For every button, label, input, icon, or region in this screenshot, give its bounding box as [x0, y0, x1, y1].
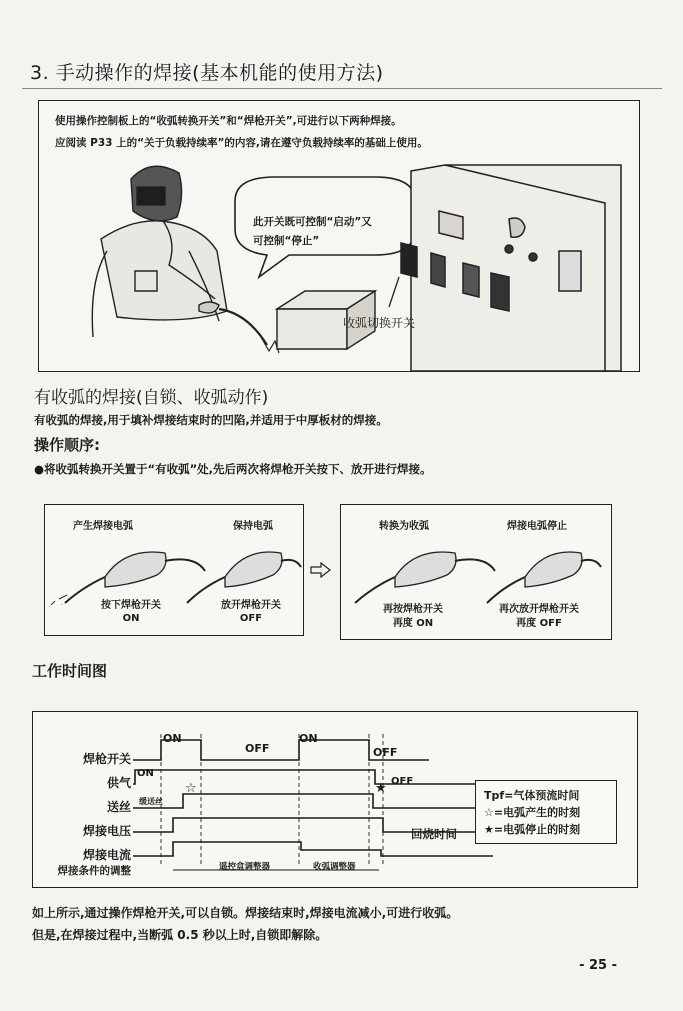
- crater-description: 有收弧的焊接,用于填补焊接结束时的凹陷,并适用于中厚板材的焊接。: [34, 413, 388, 427]
- caption-torch-rerelease: 再次放开焊枪开关 再度 OFF: [499, 604, 579, 629]
- bubble-text: [253, 213, 403, 251]
- steps-panel-left: [44, 504, 304, 636]
- timing-heading: 工作时间图: [32, 662, 108, 680]
- torch-illustration-left: [45, 531, 303, 605]
- label-gas-on: ON: [137, 768, 154, 779]
- wave-feed: [133, 794, 493, 808]
- label-torch-switch: 焊枪开关: [82, 752, 131, 766]
- timing-legend: [475, 780, 617, 844]
- header-rule: [22, 88, 662, 89]
- label-wire-feed: 送丝: [106, 800, 131, 814]
- label-gas-off: OFF: [391, 776, 414, 787]
- section-title: 3. 手动操作的焊接(基本机能的使用方法): [30, 62, 384, 84]
- label-off-1: OFF: [245, 742, 270, 755]
- page-number: - 25 -: [579, 958, 617, 973]
- switch-label: 收弧切换开关: [343, 316, 416, 330]
- footer-line-2: 但是,在焊接过程中,当断弧 0.5 秒以上时,自锁即解除。: [32, 928, 328, 942]
- caption-arc-start: 产生焊接电弧: [73, 521, 133, 532]
- footer-line-1: 如上所示,通过操作焊枪开关,可以自锁。焊接结束时,焊接电流减小,可进行收弧。: [32, 906, 459, 920]
- caption-crater-switch: 转换为收弧: [379, 521, 429, 532]
- steps-heading: 操作顺序:: [34, 436, 100, 454]
- label-weld-voltage: 焊接电压: [82, 824, 131, 838]
- torch-illustration-right: [341, 531, 611, 605]
- label-slow-feed: 缓送丝: [139, 797, 163, 806]
- intro-box: [38, 100, 640, 372]
- label-crater-adjuster: 收弧调整器: [313, 862, 356, 872]
- step-instruction: ●将收弧转换开关置于“有收弧”处,先后两次将焊枪开关按下、放开进行焊接。: [34, 462, 432, 476]
- timing-chart: [32, 711, 638, 888]
- switch-pointer: [389, 277, 399, 307]
- intro-line-2: 应阅读 P33 上的“关于负载持续率”的内容,请在遵守负载持续率的基础上使用。: [55, 137, 428, 149]
- arc-stop-star: ★: [375, 781, 387, 796]
- caption-arc-stop: 焊接电弧停止: [507, 521, 567, 532]
- label-weld-current: 焊接电流: [82, 848, 131, 862]
- wave-current: [133, 842, 493, 856]
- label-on-1: ON: [163, 732, 182, 745]
- bubble-line-1: 此开关既可控制“启动”又: [253, 216, 372, 228]
- caption-torch-release: 放开焊枪开关 OFF: [221, 600, 281, 624]
- caption-arc-hold: 保持电弧: [233, 521, 273, 532]
- label-remote-adjuster: 遥控盒调整器: [219, 862, 271, 872]
- steps-panel-right: [340, 504, 612, 640]
- label-on-2: ON: [299, 732, 318, 745]
- crater-heading: 有收弧的焊接(自锁、收弧动作): [34, 388, 269, 408]
- legend-arc-start: ☆=电弧产生的时刻: [484, 806, 581, 819]
- arc-start-star: ☆: [185, 781, 197, 796]
- label-condition-adjust: 焊接条件的调整: [57, 865, 131, 877]
- label-gas: 供气: [106, 776, 131, 790]
- caption-torch-repress: 再按焊枪开关 再度 ON: [383, 604, 443, 629]
- caption-torch-press: 按下焊枪开关 ON: [101, 600, 161, 624]
- bubble-line-2: 可控制“停止”: [253, 235, 320, 247]
- label-burnback: 回烧时间: [411, 827, 457, 841]
- intro-line-1: 使用操作控制板上的“收弧转换开关”和“焊枪开关”,可进行以下两种焊接。: [55, 115, 402, 127]
- legend-tpf: Tpf=气体预流时间: [484, 789, 580, 802]
- arrow-right-icon: [310, 562, 332, 578]
- welding-machine-icon: [401, 165, 621, 371]
- label-off-2: OFF: [373, 746, 398, 759]
- legend-arc-stop: ★=电弧停止的时刻: [484, 823, 581, 836]
